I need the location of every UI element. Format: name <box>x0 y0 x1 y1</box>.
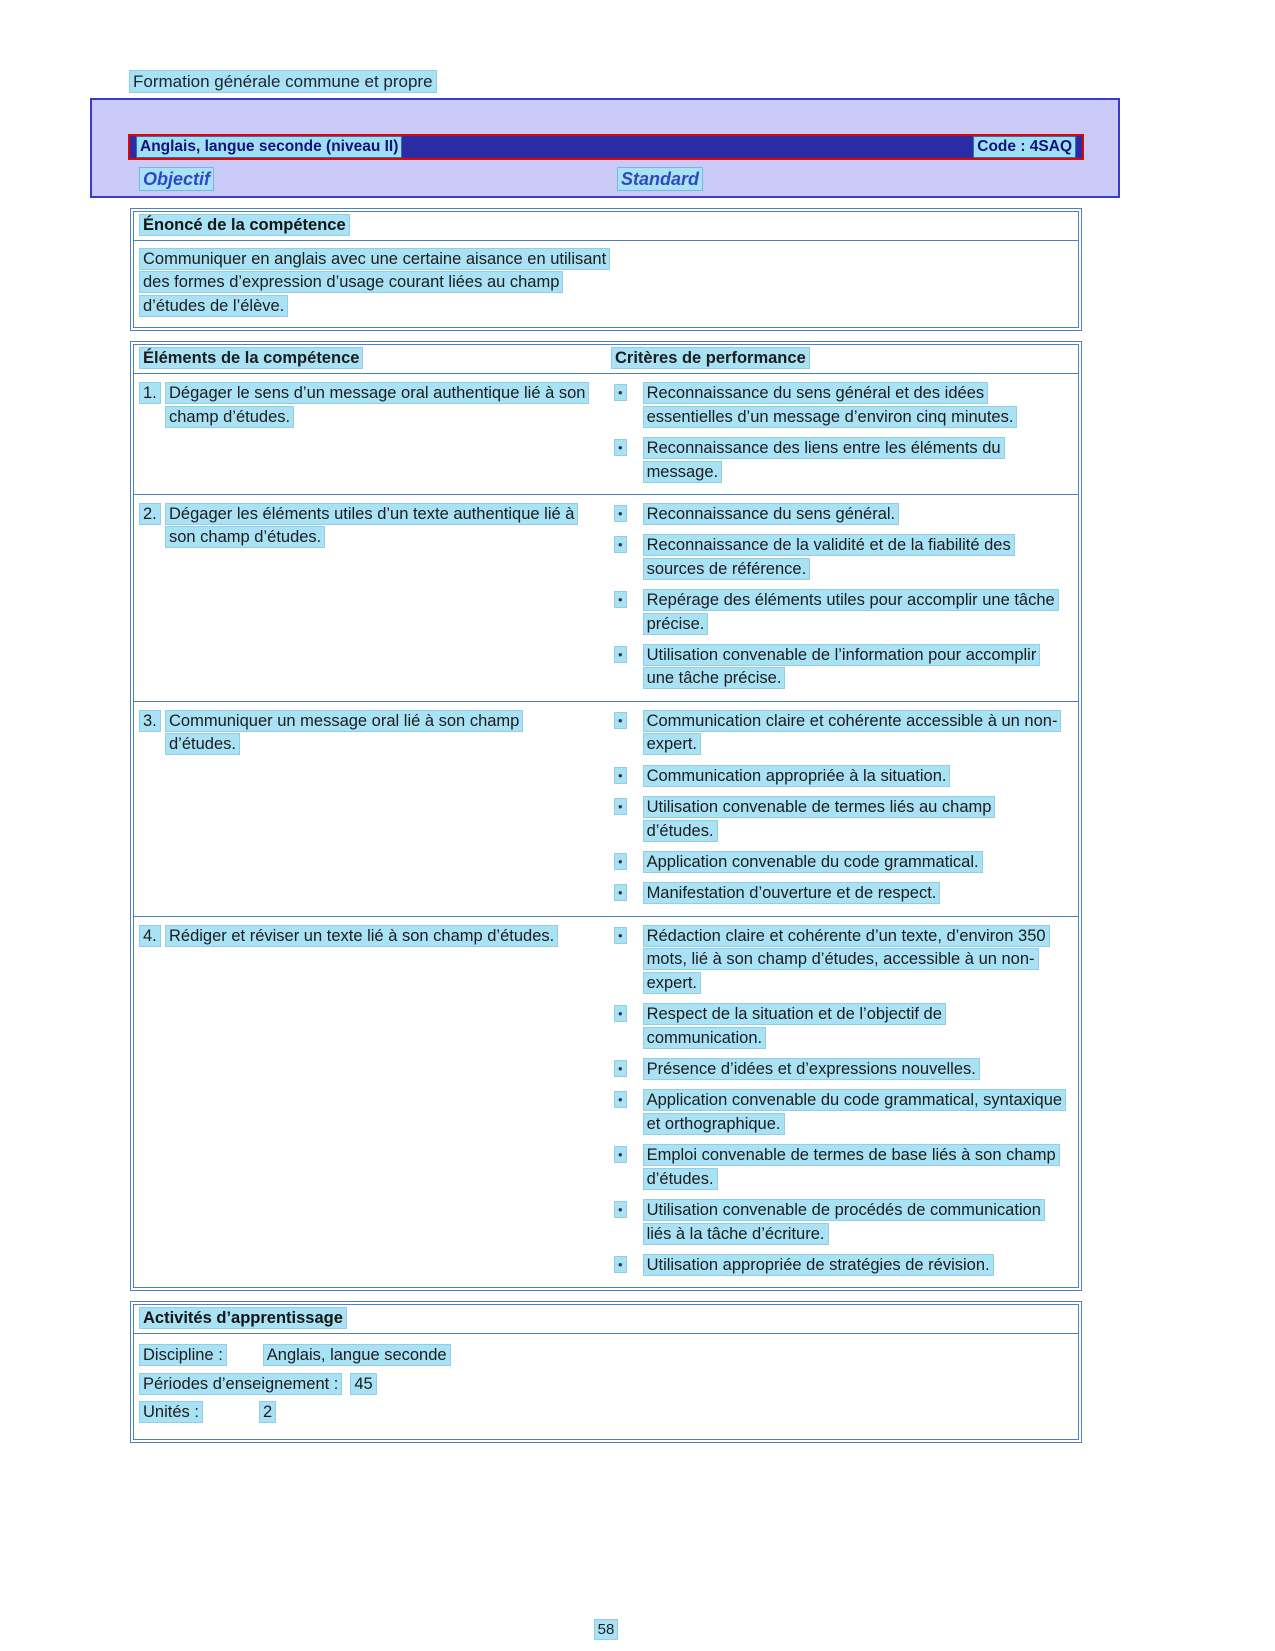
criteria-text: Repérage des éléments utiles pour accomplir une tâche précise. <box>644 589 1064 636</box>
competence-header-row <box>134 212 1078 241</box>
criteria-item <box>612 644 1072 691</box>
criteria-text: Rédaction claire et cohérente d’un texte, d’environ 350 mots, lié à son champ d’études, accessible à un non-expert. <box>644 925 1064 995</box>
element-cell <box>140 382 612 492</box>
criteria-item <box>612 437 1072 484</box>
bullet-icon: • <box>615 768 626 783</box>
element-text: Communiquer un message oral lié à son champ d’études. <box>166 710 590 757</box>
competence-table <box>130 208 1082 331</box>
element-text: Dégager les éléments utiles d’un texte authentique lié à son champ d’études. <box>166 503 590 550</box>
element-item <box>140 710 590 757</box>
criteria-cell <box>612 503 1072 699</box>
criteria-cell <box>612 382 1072 492</box>
section-header-text: Formation générale commune et propre <box>130 71 436 92</box>
element-number: 3. <box>140 710 166 757</box>
activities-header: Activités d’apprentissage <box>140 1308 346 1328</box>
element-text: Dégager le sens d’un message oral authentique lié à son champ d’études. <box>166 382 590 429</box>
document-section-header <box>0 0 1275 92</box>
activities-table-inner <box>133 1304 1079 1439</box>
criteria-item <box>612 1254 1072 1277</box>
bullet-icon: • <box>615 1202 626 1217</box>
standard-label: Standard <box>618 168 702 190</box>
criteria-item <box>612 882 1072 905</box>
criteria-text: Utilisation appropriée de stratégies de révision. <box>644 1254 993 1277</box>
activity-value: 45 <box>351 1374 375 1394</box>
criteria-item <box>612 382 1072 429</box>
element-number: 1. <box>140 382 166 429</box>
criteria-text: Reconnaissance du sens général et des idées essentielles d’un message d’environ cinq minutes. <box>644 382 1064 429</box>
criteria-text: Communication appropriée à la situation. <box>644 765 950 788</box>
objectif-standard-row <box>140 169 1118 190</box>
criteria-text: Respect de la situation et de l’objectif de communication. <box>644 1003 1064 1050</box>
criteria-item <box>612 765 1072 788</box>
elements-table <box>130 341 1082 1291</box>
bullet-icon: • <box>615 885 626 900</box>
course-title-bar <box>128 134 1084 160</box>
course-title-box <box>90 98 1120 198</box>
bullet-icon: • <box>615 537 626 552</box>
criteria-text: Application convenable du code grammatical, syntaxique et orthographique. <box>644 1089 1064 1136</box>
bullet-icon: • <box>615 713 626 728</box>
criteria-item <box>612 503 1072 526</box>
activity-label: Unités : <box>140 1402 202 1422</box>
element-cell <box>140 503 612 699</box>
element-number: 2. <box>140 503 166 550</box>
criteria-text: Application convenable du code grammatical. <box>644 851 982 874</box>
element-item <box>140 925 590 948</box>
element-item <box>140 503 590 550</box>
activities-table <box>130 1301 1082 1442</box>
activity-row-discipline <box>140 1345 1072 1366</box>
criteria-item <box>612 796 1072 843</box>
element-cell <box>140 710 612 914</box>
table-row <box>134 374 1078 495</box>
criteria-text: Utilisation convenable de procédés de communication liés à la tâche d’écriture. <box>644 1199 1064 1246</box>
criteria-item <box>612 1089 1072 1136</box>
elements-table-header-row <box>134 345 1078 374</box>
element-number: 4. <box>140 925 166 948</box>
bullet-icon: • <box>615 928 626 943</box>
criteria-item <box>612 534 1072 581</box>
criteria-text: Utilisation convenable de l’information pour accomplir une tâche précise. <box>644 644 1064 691</box>
activity-row-unites <box>140 1402 1072 1423</box>
elements-column-header: Éléments de la compétence <box>140 348 362 368</box>
activity-label: Discipline : <box>140 1345 226 1365</box>
criteria-text: Reconnaissance du sens général. <box>644 503 899 526</box>
bullet-icon: • <box>615 1147 626 1162</box>
table-row <box>134 917 1078 1287</box>
criteria-text: Communication claire et cohérente accessible à un non-expert. <box>644 710 1064 757</box>
criteria-text: Reconnaissance des liens entre les éléments du message. <box>644 437 1064 484</box>
bullet-icon: • <box>615 385 626 400</box>
activity-value: 2 <box>260 1402 275 1422</box>
course-code: Code : 4SAQ <box>974 137 1075 157</box>
bullet-icon: • <box>615 799 626 814</box>
criteria-cell <box>612 925 1072 1285</box>
criteria-text: Utilisation convenable de termes liés au champ d’études. <box>644 796 1064 843</box>
course-title: Anglais, langue seconde (niveau II) <box>137 137 401 157</box>
criteria-item <box>612 925 1072 995</box>
objectif-label: Objectif <box>140 168 213 190</box>
table-row <box>134 702 1078 917</box>
bullet-icon: • <box>615 592 626 607</box>
element-text: Rédiger et réviser un texte lié à son champ d’études. <box>166 925 590 948</box>
element-item <box>140 382 590 429</box>
elements-table-inner <box>133 344 1079 1288</box>
criteria-text: Présence d’idées et d’expressions nouvelles. <box>644 1058 979 1081</box>
criteria-text: Reconnaissance de la validité et de la fiabilité des sources de référence. <box>644 534 1064 581</box>
criteria-text: Emploi convenable de termes de base liés à son champ d’études. <box>644 1144 1064 1191</box>
criteria-item <box>612 589 1072 636</box>
standard-slot <box>618 169 702 190</box>
criteria-column-header: Critères de performance <box>612 348 809 368</box>
bullet-icon: • <box>615 1257 626 1272</box>
bullet-icon: • <box>615 506 626 521</box>
activity-label: Périodes d’enseignement : <box>140 1374 341 1394</box>
bullet-icon: • <box>615 440 626 455</box>
activities-body <box>134 1334 1078 1438</box>
criteria-item <box>612 1003 1072 1050</box>
competence-header: Énoncé de la compétence <box>140 215 349 235</box>
criteria-cell <box>612 710 1072 914</box>
bullet-icon: • <box>615 1061 626 1076</box>
criteria-item <box>612 1144 1072 1191</box>
criteria-column-header-cell <box>612 349 1072 368</box>
table-row <box>134 495 1078 702</box>
criteria-text: Manifestation d’ouverture et de respect. <box>644 882 940 905</box>
competence-statement: Communiquer en anglais avec une certaine aisance en utilisant des formes d’expression d’usage courant liées au champ d’études de l’élève. <box>140 248 625 318</box>
bullet-icon: • <box>615 854 626 869</box>
element-cell <box>140 925 612 1285</box>
criteria-item <box>612 851 1072 874</box>
activity-row-periodes <box>140 1374 1072 1395</box>
activities-header-row <box>134 1305 1078 1334</box>
elements-column-header-cell <box>140 349 612 368</box>
bullet-icon: • <box>615 1092 626 1107</box>
competence-body <box>134 241 1078 327</box>
criteria-item <box>612 1199 1072 1246</box>
objectif-slot <box>140 169 618 190</box>
competence-table-inner <box>133 211 1079 328</box>
criteria-item <box>612 710 1072 757</box>
page-number: 58 <box>595 1620 618 1639</box>
page-number-container <box>130 1621 1082 1638</box>
activity-value: Anglais, langue seconde <box>264 1345 450 1365</box>
bullet-icon: • <box>615 1006 626 1021</box>
criteria-item <box>612 1058 1072 1081</box>
bullet-icon: • <box>615 647 626 662</box>
